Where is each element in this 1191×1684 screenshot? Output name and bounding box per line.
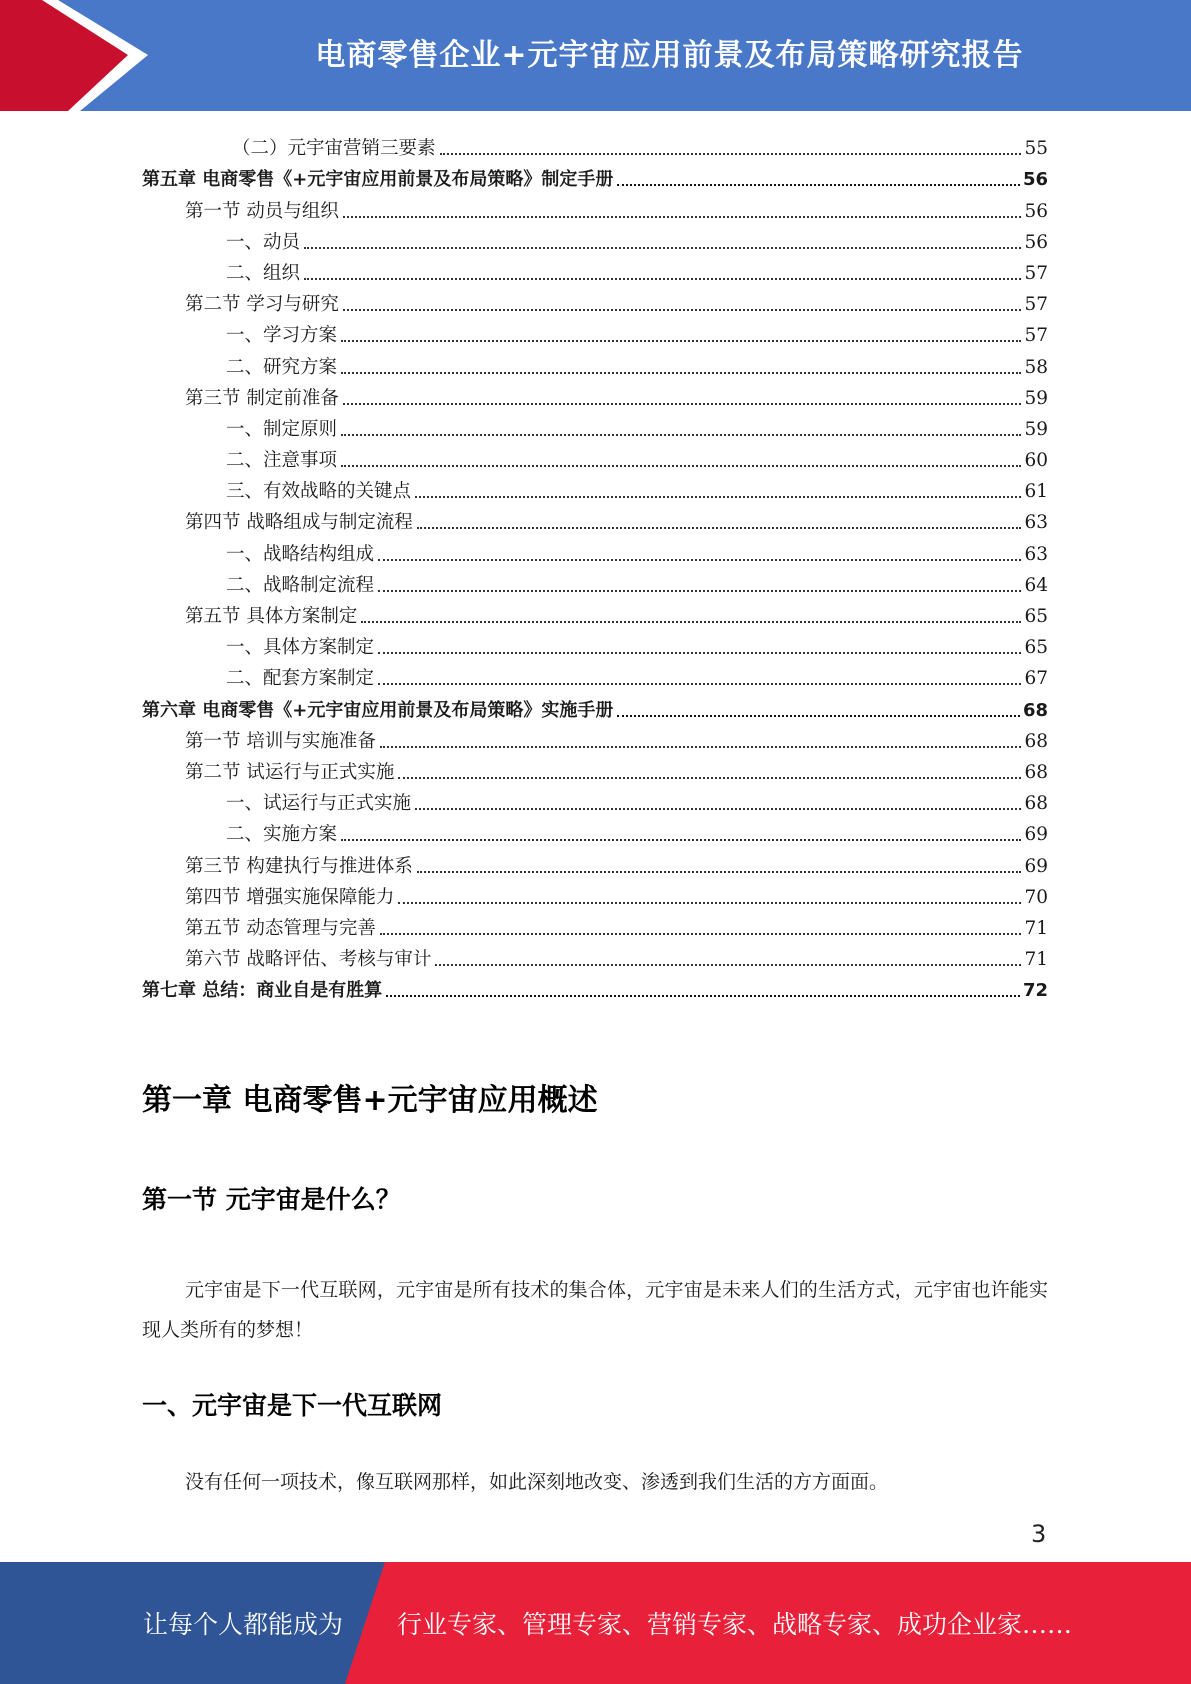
toc-entry[interactable]: [142, 815, 1048, 846]
toc-entry[interactable]: [142, 285, 1048, 316]
toc-entry-title: 一、动员: [226, 231, 301, 253]
toc-page-number: 60: [1024, 450, 1048, 472]
toc-page-number: 57: [1024, 325, 1048, 347]
chapter-heading: 第一章 电商零售+元宇宙应用概述: [142, 1083, 598, 1118]
toc-entry[interactable]: [142, 129, 1048, 160]
toc-entry[interactable]: [142, 410, 1048, 441]
table-of-contents: [142, 129, 1048, 1002]
toc-page-number: 69: [1024, 855, 1048, 877]
toc-entry[interactable]: [142, 503, 1048, 534]
toc-dot-leader: [386, 995, 1020, 997]
toc-entry-title: 第三节 制定前准备: [185, 387, 339, 409]
toc-dot-leader: [617, 715, 1020, 717]
toc-entry-title: 第六章 电商零售《+元宇宙应用前景及布局策略》实施手册: [142, 699, 614, 721]
toc-page-number: 71: [1024, 917, 1048, 939]
body-paragraph: 没有任何一项技术，像互联网那样，如此深刻地改变、渗透到我们生活的方方面面。: [185, 1471, 889, 1493]
toc-entry-title: 第一节 培训与实施准备: [185, 730, 376, 752]
toc-entry-title: 一、战略结构组成: [226, 543, 375, 565]
toc-dot-leader: [415, 808, 1021, 810]
toc-entry-title: 第二节 学习与研究: [185, 294, 339, 316]
toc-entry[interactable]: [142, 472, 1048, 503]
toc-dot-leader: [343, 216, 1022, 218]
toc-entry-title: 一、试运行与正式实施: [226, 793, 412, 815]
toc-page-number: 68: [1022, 699, 1048, 721]
toc-page-number: 58: [1024, 356, 1048, 378]
toc-entry-title: 第四节 增强实施保障能力: [185, 886, 395, 908]
toc-entry[interactable]: [142, 971, 1048, 1002]
toc-dot-leader: [341, 434, 1021, 436]
toc-entry[interactable]: [142, 223, 1048, 254]
toc-dot-leader: [341, 340, 1021, 342]
toc-entry[interactable]: [142, 909, 1048, 940]
toc-dot-leader: [341, 465, 1021, 467]
report-title: 电商零售企业+元宇宙应用前景及布局策略研究报告: [315, 38, 1024, 73]
toc-page-number: 68: [1024, 761, 1048, 783]
toc-entry[interactable]: [142, 347, 1048, 378]
toc-entry-title: 第五章 电商零售《+元宇宙应用前景及布局策略》制定手册: [142, 169, 614, 191]
toc-dot-leader: [361, 621, 1021, 623]
toc-page-number: 65: [1024, 606, 1048, 627]
toc-page-number: 59: [1024, 387, 1048, 409]
toc-entry[interactable]: [142, 784, 1048, 815]
toc-entry-title: 二、实施方案: [226, 824, 338, 846]
footer-slogan-left: 让每个人都能成为: [143, 1610, 344, 1639]
toc-dot-leader: [341, 372, 1021, 374]
toc-dot-leader: [617, 184, 1020, 186]
toc-entry-title: 二、配套方案制定: [226, 668, 375, 690]
toc-page-number: 55: [1024, 138, 1048, 160]
toc-entry[interactable]: [142, 316, 1048, 347]
toc-entry-title: 第七章 总结：商业自是有胜算: [142, 980, 383, 1002]
toc-entry-title: 第五节 动态管理与完善: [185, 917, 376, 939]
toc-entry[interactable]: [142, 628, 1048, 659]
toc-dot-leader: [417, 871, 1022, 873]
subsection-heading: 一、元宇宙是下一代互联网: [142, 1391, 443, 1420]
toc-entry[interactable]: [142, 254, 1048, 285]
body-paragraph: 元宇宙是下一代互联网，元宇宙是所有技术的集合体，元宇宙是未来人们的生活方式，元宇宙也许能实现人类所有的梦想！: [142, 1279, 1048, 1341]
toc-page-number: 69: [1024, 824, 1048, 846]
toc-entry[interactable]: [142, 191, 1048, 222]
toc-entry[interactable]: [142, 846, 1048, 877]
toc-entry[interactable]: [142, 940, 1048, 971]
toc-dot-leader: [440, 153, 1022, 155]
toc-entry-title: 一、具体方案制定: [226, 637, 375, 659]
toc-entry[interactable]: [142, 441, 1048, 472]
toc-entry-title: 一、制定原则: [226, 418, 338, 440]
toc-page-number: 57: [1024, 294, 1048, 316]
toc-entry[interactable]: [142, 690, 1048, 721]
toc-entry[interactable]: [142, 722, 1048, 753]
toc-entry[interactable]: [142, 753, 1048, 784]
toc-page-number: 63: [1024, 543, 1048, 565]
toc-page-number: 68: [1024, 730, 1048, 752]
toc-page-number: 56: [1024, 231, 1048, 253]
footer-slogan-right: 行业专家、管理专家、营销专家、战略专家、成功企业家……: [397, 1610, 1073, 1639]
toc-page-number: 59: [1024, 418, 1048, 440]
toc-dot-leader: [343, 309, 1022, 311]
toc-entry[interactable]: [142, 534, 1048, 565]
toc-entry[interactable]: [142, 566, 1048, 597]
toc-dot-leader: [435, 964, 1021, 966]
toc-page-number: 70: [1024, 886, 1048, 908]
toc-page-number: 65: [1024, 637, 1048, 659]
page-number: 3: [1031, 1520, 1047, 1548]
toc-dot-leader: [417, 527, 1022, 529]
toc-entry[interactable]: [142, 659, 1048, 690]
toc-page-number: 61: [1024, 481, 1048, 503]
toc-dot-leader: [343, 403, 1022, 405]
toc-page-number: 68: [1024, 793, 1048, 815]
toc-entry-title: 第一节 动员与组织: [185, 200, 339, 222]
toc-page-number: 71: [1024, 949, 1048, 971]
header-chevron-decoration: [0, 0, 160, 111]
toc-entry-title: 三、有效战略的关键点: [226, 481, 412, 503]
toc-dot-leader: [380, 746, 1022, 748]
toc-entry-title: 二、研究方案: [226, 356, 338, 378]
toc-entry-title: （二）元宇宙营销三要素: [232, 138, 436, 160]
toc-entry-title: 第二节 试运行与正式实施: [185, 761, 395, 783]
toc-dot-leader: [304, 278, 1021, 280]
toc-entry[interactable]: [142, 160, 1048, 191]
toc-dot-leader: [378, 683, 1021, 685]
toc-page-number: 63: [1024, 512, 1048, 534]
toc-entry-title: 一、学习方案: [226, 325, 338, 347]
toc-dot-leader: [341, 839, 1021, 841]
toc-dot-leader: [398, 902, 1021, 904]
toc-entry-title: 第三节 构建执行与推进体系: [185, 855, 413, 877]
toc-entry-title: 第六节 战略评估、考核与审计: [185, 949, 432, 971]
toc-dot-leader: [378, 590, 1021, 592]
toc-page-number: 67: [1024, 668, 1048, 690]
toc-entry-title: 第四节 战略组成与制定流程: [185, 512, 413, 534]
toc-dot-leader: [380, 933, 1022, 935]
toc-entry-title: 二、注意事项: [226, 450, 338, 472]
toc-dot-leader: [398, 777, 1021, 779]
section-heading: 第一节 元宇宙是什么？: [142, 1185, 401, 1214]
toc-page-number: 56: [1024, 200, 1048, 222]
toc-entry-title: 二、组织: [226, 262, 301, 284]
toc-page-number: 57: [1024, 262, 1048, 284]
page-footer: [0, 1562, 1191, 1684]
toc-entry-title: 第五节 具体方案制定: [185, 606, 358, 627]
toc-entry-title: 二、战略制定流程: [226, 574, 375, 596]
toc-page-number: 72: [1022, 980, 1048, 1002]
toc-dot-leader: [415, 496, 1021, 498]
toc-dot-leader: [378, 652, 1021, 654]
toc-entry[interactable]: [142, 379, 1048, 410]
toc-page-number: 64: [1024, 574, 1048, 596]
toc-entry[interactable]: [142, 878, 1048, 909]
page-header: [0, 0, 1191, 111]
toc-entry[interactable]: [142, 597, 1048, 628]
toc-dot-leader: [304, 247, 1021, 249]
toc-page-number: 56: [1022, 169, 1048, 191]
toc-dot-leader: [378, 559, 1021, 561]
